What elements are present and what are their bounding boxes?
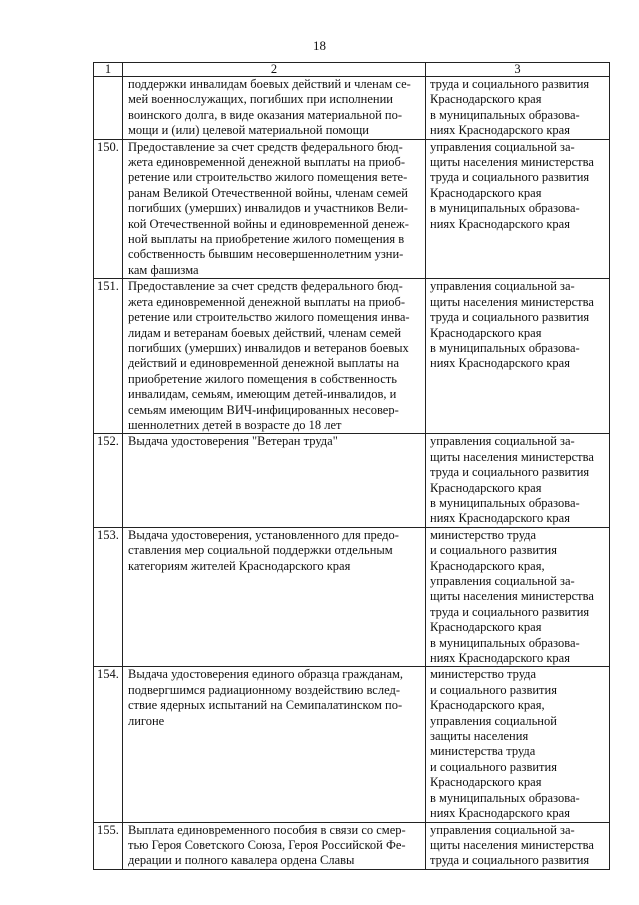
authority-line: ниях Краснодарского края [430,123,570,138]
description-line: лигоне [128,713,165,728]
service-description [123,279,426,434]
authority-line: в муниципальных образова- [430,107,580,122]
row-number: 154. [94,667,123,822]
responsible-authority [426,434,610,527]
table-row [94,279,610,434]
authority-line: Краснодарского края [430,620,542,635]
authority-line: в муниципальных образова- [430,340,580,355]
description-line: Выплата единовременного пособия в связи со смер- [128,822,406,837]
page-number: 18 [313,38,326,53]
authority-line: Краснодарского края [430,480,542,495]
column-header-description: 2 [123,63,426,77]
authority-line: щиты населения министерства [430,837,594,852]
description-line: Выдача удостоверения "Ветеран труда" [128,434,338,449]
authority-line: в муниципальных образова- [430,635,580,650]
row-number: 150. [94,139,123,279]
responsible-authority [426,822,610,869]
row-number [94,77,123,140]
authority-line: труда и социального развития [430,604,590,619]
authority-line: управления социальной за- [430,139,575,154]
description-line: жета единовременной денежной выплаты на приоб- [128,294,406,309]
authority-line: управления социальной за- [430,279,575,294]
service-description [123,527,426,667]
description-line: погибших (умерших) инвалидов и ветеранов боевых [128,340,409,355]
table-row [94,434,610,527]
authority-line: управления социальной за- [430,434,575,449]
description-line: кой Отечественной войны и единовременной денеж- [128,216,409,231]
service-description [123,667,426,822]
authority-line: ниях Краснодарского края [430,511,570,526]
services-table [93,62,610,870]
column-header-executor: 3 [426,63,610,77]
description-line: кам фашизма [128,262,199,277]
description-line: шеннолетних детей в возрасте до 18 лет [128,417,342,432]
authority-line: щиты населения министерства [430,589,594,604]
description-line: Выдача удостоверения, установленного для предо- [128,527,399,542]
description-line: ранам Великой Отечественной войны, членам семей [128,185,408,200]
responsible-authority [426,139,610,279]
column-header-number: 1 [94,63,123,77]
authority-line: щиты населения министерства [430,155,594,170]
authority-line: и социального развития [430,759,557,774]
description-line: поддержки инвалидам боевых действий и членам се- [128,77,411,91]
authority-line: управления социальной за- [430,574,575,588]
table-row [94,139,610,279]
description-line: дерации и полного кавалера ордена Славы [128,853,355,868]
authority-line: Краснодарского края [430,185,542,200]
authority-line: Краснодарского края, [430,558,545,573]
table-row [94,527,610,667]
description-line: собственность бывшим несовершеннолетним узни- [128,247,404,262]
row-number: 153. [94,527,123,667]
description-line: мощи и (или) целевой материальной помощи [128,123,369,138]
description-line: Предоставление за счет средств федерального бюд- [128,139,403,154]
description-line: мей военнослужащих, погибших при исполнении [128,92,393,107]
row-number: 155. [94,822,123,869]
responsible-authority [426,667,610,822]
service-description [123,139,426,279]
authority-line: труда и социального развития [430,77,590,91]
authority-line: труда и социального развития [430,465,590,480]
table-row [94,77,610,140]
authority-line: щиты населения министерства [430,294,594,309]
table-header-row [94,63,610,77]
authority-line: в муниципальных образова- [430,495,580,510]
row-number: 151. [94,279,123,434]
description-line: лидам и ветеранам боевых действий, членам семей [128,325,402,340]
description-line: ной выплаты на приобретение жилого помещения в [128,232,405,247]
authority-line: труда и социального развития [430,853,590,868]
description-line: жета единовременной денежной выплаты на приоб- [128,155,406,170]
authority-line: щиты населения министерства [430,449,594,464]
description-line: погибших (умерших) инвалидов и участников Вели- [128,201,408,216]
responsible-authority [426,77,610,140]
authority-line: ниях Краснодарского края [430,356,570,371]
authority-line: Краснодарского края [430,325,542,340]
responsible-authority [426,279,610,434]
authority-line: ниях Краснодарского края [430,806,570,821]
authority-line: министерство труда [430,667,537,682]
description-line: тью Героя Советского Союза, Героя Российской Фе- [128,837,406,852]
description-line: ретение или строительство жилого помещения инва- [128,310,410,325]
authority-line: ниях Краснодарского края [430,216,570,231]
description-line: Выдача удостоверения единого образца гражданам, [128,667,404,682]
description-line: Предоставление за счет средств федерального бюд- [128,279,403,294]
table-row [94,667,610,822]
authority-line: и социального развития [430,543,557,558]
service-description [123,77,426,140]
table-body [94,63,610,870]
description-line: подвергшимся радиационному воздействию вслед- [128,682,401,697]
authority-line: Краснодарского края [430,92,542,107]
authority-line: Краснодарского края, [430,698,545,713]
row-number: 152. [94,434,123,527]
authority-line: и социального развития [430,682,557,697]
authority-line: защиты населения [430,729,529,744]
description-line: семьям имеющим ВИЧ-инфицированных несовер- [128,402,399,417]
authority-line: управления социальной за- [430,822,575,837]
table-row [94,822,610,869]
description-line: категориям жителей Краснодарского края [128,558,351,573]
service-description [123,822,426,869]
authority-line: управления социальной [430,713,557,728]
authority-line: труда и социального развития [430,170,590,185]
description-line: инвалидам, семьям, имеющим детей-инвалидов, и [128,387,397,402]
service-description [123,434,426,527]
description-line: ствие ядерных испытаний на Семипалатинском по- [128,698,403,713]
description-line: ретение или строительство жилого помещения вете- [128,170,408,185]
authority-line: Краснодарского края [430,775,542,790]
description-line: приобретение жилого помещения в собственность [128,371,397,386]
description-line: воинского долга, в виде оказания материальной по- [128,107,403,122]
authority-line: министерства труда [430,744,536,759]
description-line: ставления мер социальной поддержки отдельным [128,543,393,558]
authority-line: в муниципальных образова- [430,201,580,216]
authority-line: министерство труда [430,527,537,542]
responsible-authority [426,527,610,667]
authority-line: труда и социального развития [430,310,590,325]
authority-line: ниях Краснодарского края [430,651,570,666]
description-line: действий и единовременной денежной выплаты на [128,356,400,371]
authority-line: в муниципальных образова- [430,790,580,805]
